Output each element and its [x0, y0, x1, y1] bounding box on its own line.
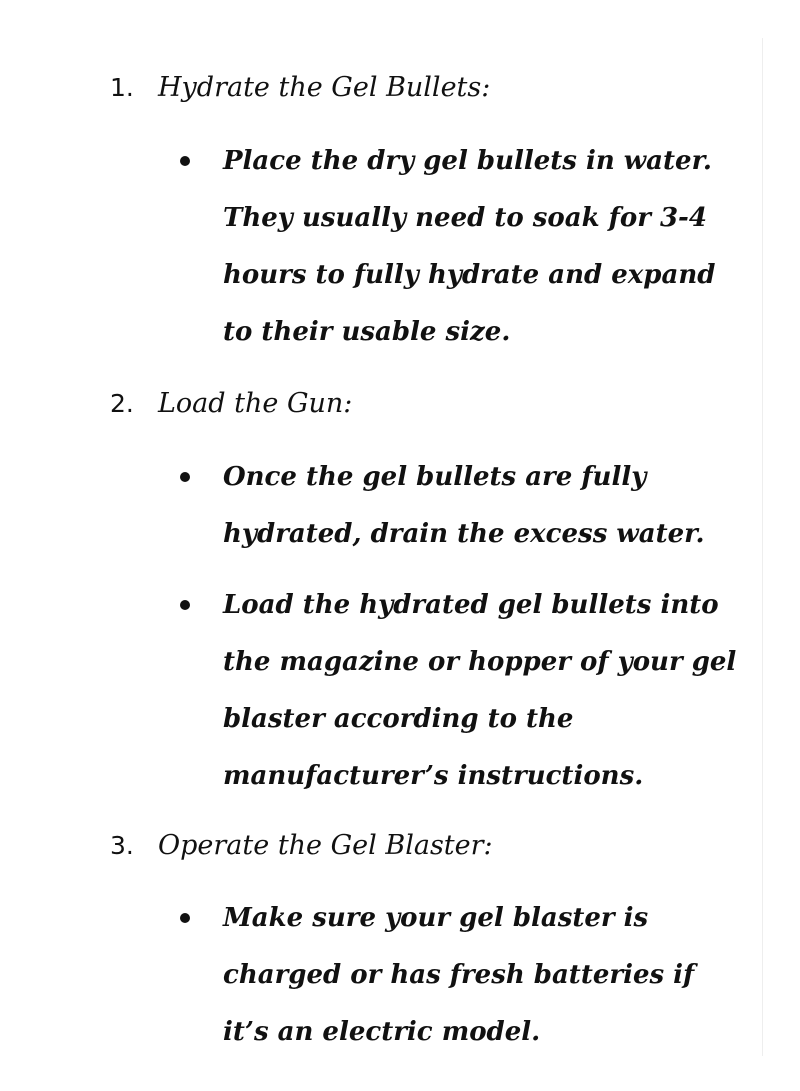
step-3-bullet-1	[180, 902, 740, 1061]
step-3-heading	[110, 830, 493, 862]
bullet-dot-icon	[180, 600, 190, 610]
step-3-number: 3.	[110, 831, 134, 860]
step-2-title: Load the Gun:	[158, 388, 353, 419]
step-3-title: Operate the Gel Blaster:	[158, 830, 493, 861]
bullet-dot-icon	[180, 913, 190, 923]
step-2-number: 2.	[110, 389, 134, 418]
step-1-heading	[110, 72, 490, 104]
bullet-dot-icon	[180, 472, 190, 482]
step-2-bullet-1	[180, 461, 740, 563]
bullet-dot-icon	[180, 156, 190, 166]
step-1-bullet-1	[180, 145, 740, 361]
step-2-bullet-2-text: Load the hydrated gel bullets into the magazine or hopper of your gel blaster according to the manufacturer’s instructions.	[223, 590, 737, 791]
page-edge-divider	[762, 38, 763, 1056]
step-3-bullet-1-text: Make sure your gel blaster is charged or has fresh batteries if it’s an electric model.	[223, 903, 695, 1047]
step-1-bullet-1-text: Place the dry gel bullets in water. They usually need to soak for 3-4 hours to fully hydrate and expand to their usable size.	[223, 146, 716, 347]
step-2-bullet-2	[180, 589, 740, 805]
step-2-bullet-1-text: Once the gel bullets are fully hydrated, drain the excess water.	[223, 462, 705, 549]
step-1-number: 1.	[110, 73, 134, 102]
step-2-heading	[110, 388, 352, 420]
step-1-title: Hydrate the Gel Bullets:	[158, 72, 491, 103]
